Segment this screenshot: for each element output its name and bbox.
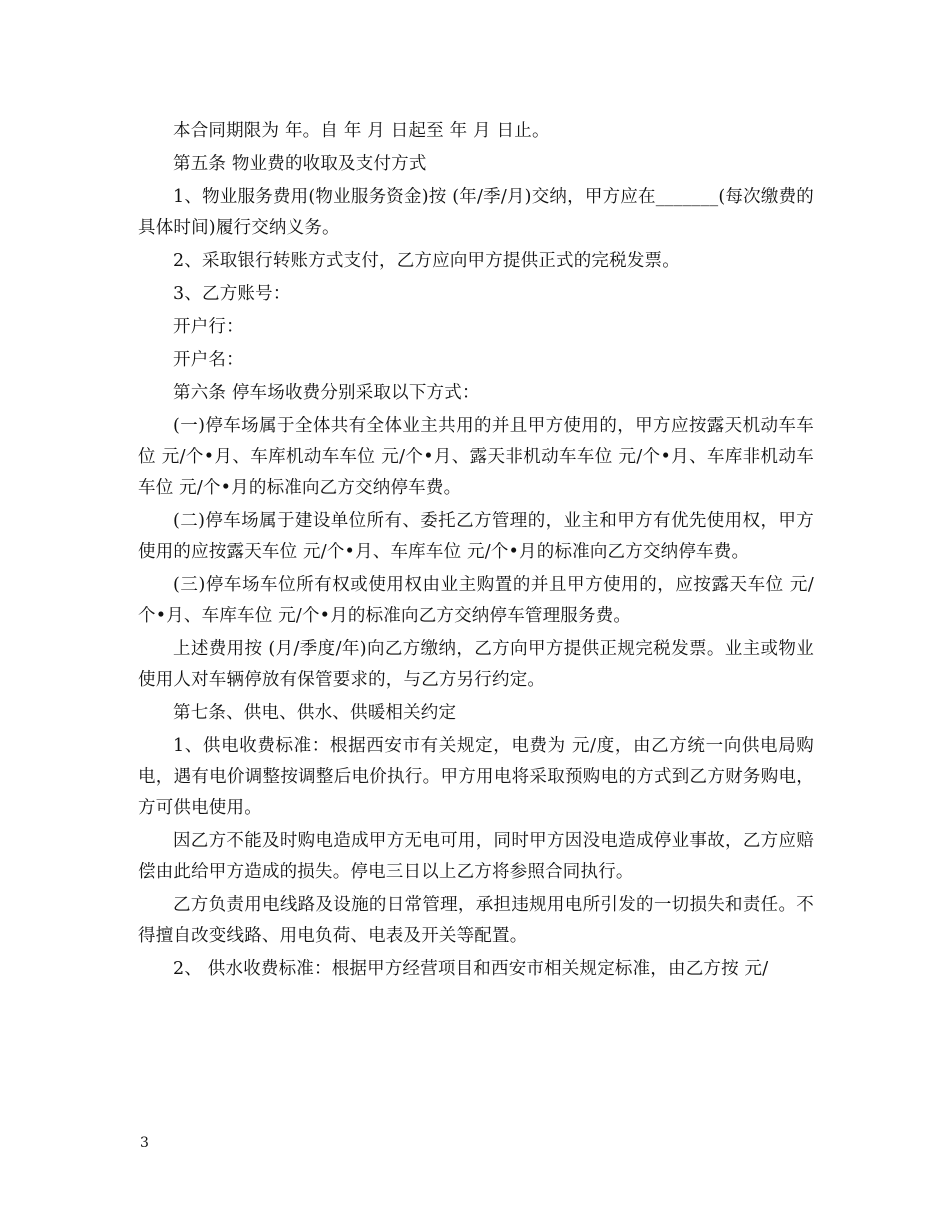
paragraph-fee-payment: 1、物业服务费用(物业服务资金)按 (年/季/月)交纳，甲方应在_______(每次缴费的具体时间)履行交纳义务。 bbox=[138, 187, 814, 238]
paragraph-parking-3: (三)停车场车位所有权或使用权由业主购置的并且甲方使用的，应按露天车位 元/个•月、车库车位 元/个•月的标准向乙方交纳停车管理服务费。 bbox=[138, 575, 814, 626]
paragraph-bank-transfer: 2、采取银行转账方式支付，乙方应向甲方提供正式的完税发票。 bbox=[173, 251, 680, 271]
paragraph-electricity-rate: 1、供电收费标准：根据西安市有关规定，电费为 元/度，由乙方统一向供电局购电，遇有电价调整按调整后电价执行。甲方用电将采取预购电的方式到乙方财务购电，方可供电使用。 bbox=[138, 736, 814, 818]
paragraph-bank-name: 开户行： bbox=[173, 317, 244, 337]
paragraph-water-rate: 2、 供水收费标准：根据甲方经营项目和西安市相关规定标准，由乙方按 元/ bbox=[173, 959, 769, 979]
paragraph-parking-1: (一)停车场属于全体共有全体业主共用的并且甲方使用的，甲方应按露天机动车车位 元/个•月、车库机动车车位 元/个•月、露天非机动车车位 元/个•月、车库非机动车车位 元/个•月的标准向乙方交纳停车费。 bbox=[138, 416, 814, 498]
page-number: 3 bbox=[140, 1135, 149, 1151]
paragraph-electricity-management: 乙方负责用电线路及设施的日常管理，承担违规用电所引发的一切损失和责任。不得擅自改变线路、用电负荷、电表及开关等配置。 bbox=[138, 895, 814, 946]
paragraph-account-number: 3、乙方账号： bbox=[173, 284, 291, 304]
heading-article-5: 第五条 物业费的收取及支付方式 bbox=[173, 154, 427, 174]
contract-body bbox=[138, 116, 814, 987]
paragraph-term: 本合同期限为 年。自 年 月 日起至 年 月 日止。 bbox=[173, 121, 550, 141]
paragraph-electricity-liability: 因乙方不能及时购电造成甲方无电可用，同时甲方因没电造成停业事故，乙方应赔偿由此给甲方造成的损失。停电三日以上乙方将参照合同执行。 bbox=[138, 831, 814, 882]
heading-article-7: 第七条、供电、供水、供暖相关约定 bbox=[173, 703, 457, 723]
paragraph-parking-2: (二)停车场属于建设单位所有、委托乙方管理的，业主和甲方有优先使用权，甲方使用的应按露天车位 元/个•月、车库车位 元/个•月的标准向乙方交纳停车费。 bbox=[138, 511, 814, 562]
heading-article-6: 第六条 停车场收费分别采取以下方式： bbox=[173, 383, 480, 403]
paragraph-account-name: 开户名： bbox=[173, 350, 244, 370]
paragraph-parking-payment: 上述费用按 (月/季度/年)向乙方缴纳，乙方向甲方提供正规完税发票。业主或物业使用人对车辆停放有保管要求的，与乙方另行约定。 bbox=[138, 639, 814, 690]
